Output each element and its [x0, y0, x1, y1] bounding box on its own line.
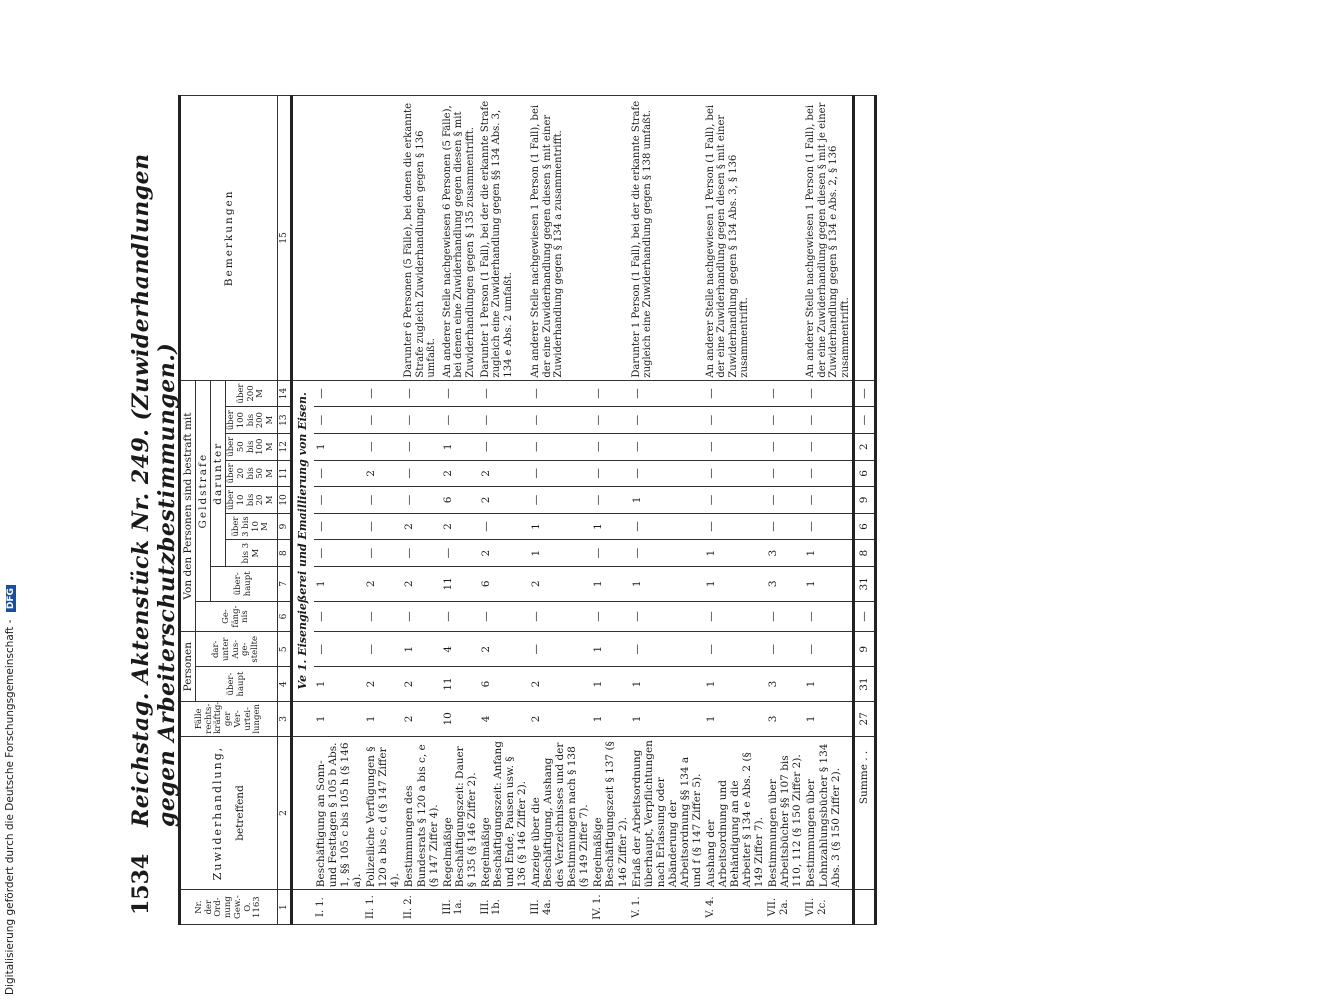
row-value: — [630, 632, 704, 667]
row-nr: V. 4. [704, 890, 766, 925]
row-value: 10 [441, 701, 479, 736]
digitization-credit [4, 588, 24, 995]
table-row [704, 96, 766, 925]
sum-value: 6 [854, 460, 875, 487]
section-title-row [292, 96, 314, 925]
row-value: — [766, 513, 804, 540]
row-value: 3 [766, 667, 804, 702]
row-value: — [314, 540, 364, 567]
row-value: — [591, 487, 629, 514]
row-value: — [364, 601, 402, 632]
row-value: — [402, 380, 440, 407]
sum-value: — [854, 601, 875, 632]
row-nr: VII. 2c. [804, 890, 854, 925]
row-value: — [804, 487, 854, 514]
row-value: — [529, 433, 591, 460]
col-10-20: über 10 bis 20 M [226, 487, 278, 514]
row-value: — [529, 601, 591, 632]
row-value: — [479, 407, 529, 434]
row-value: 1 [591, 513, 629, 540]
row-value: 1 [591, 701, 629, 736]
col-bis-3: bis 3 M [226, 540, 278, 567]
col-darunter: darunter [211, 380, 226, 566]
row-value: 1 [402, 632, 440, 667]
row-value: 1 [364, 701, 402, 736]
document-page [118, 95, 1268, 925]
row-value: 1 [704, 540, 766, 567]
row-value: 4 [479, 701, 529, 736]
row-value: 6 [479, 667, 529, 702]
col-number: 9 [278, 513, 292, 540]
row-value: — [766, 433, 804, 460]
col-number: 13 [278, 407, 292, 434]
row-value: — [804, 407, 854, 434]
row-value: 3 [766, 540, 804, 567]
row-value: 1 [630, 487, 704, 514]
row-value: — [314, 380, 364, 407]
row-value: 1 [704, 701, 766, 736]
row-value: 2 [402, 513, 440, 540]
row-value: 2 [364, 667, 402, 702]
row-value: 1 [630, 667, 704, 702]
row-value: — [479, 513, 529, 540]
row-bemerkung: An anderer Stelle nachgewiesen 1 Person (1 Fall), bei der eine Zuwiderhandlung gegen diesen § mit je einer Zuwiderhandlung gegen § 134 e Abs. 2, § 136 zusammentrifft. [804, 96, 854, 381]
row-value: — [630, 433, 704, 460]
row-value: — [630, 540, 704, 567]
row-value: 2 [529, 566, 591, 601]
row-value: 1 [314, 701, 364, 736]
col-number: 11 [278, 460, 292, 487]
row-value: — [766, 407, 804, 434]
row-value: 2 [529, 667, 591, 702]
row-value: — [804, 433, 854, 460]
row-value: 1 [804, 701, 854, 736]
row-value: 1 [804, 667, 854, 702]
row-value: — [314, 601, 364, 632]
row-bemerkung: An anderer Stelle nachgewiesen 1 Person (1 Fall), bei der eine Zuwiderhandlung gegen diesen § mit einer Zuwiderhandlung gegen § 134 Abs. 3, § 136 zusammentrifft. [704, 96, 766, 381]
row-value: — [630, 380, 704, 407]
row-value: — [529, 380, 591, 407]
row-value: — [591, 601, 629, 632]
row-value: 1 [591, 667, 629, 702]
row-value: — [704, 632, 766, 667]
row-value: 2 [479, 487, 529, 514]
row-value: — [766, 380, 804, 407]
row-betreffend: Polizeiliche Verfügungen § 120 a bis c, d (§ 147 Ziffer 4). [364, 736, 402, 889]
row-value: 3 [766, 566, 804, 601]
table-row [529, 96, 591, 925]
sum-value: 9 [854, 487, 875, 514]
row-betreffend: Regelmäßige Beschäftigungszeit: Anfang und Ende, Pausen usw. § 136 (§ 146 Ziffer 2). [479, 736, 529, 889]
col-number: 4 [278, 667, 292, 702]
table-row [314, 96, 364, 925]
row-value: 1 [704, 566, 766, 601]
row-value: — [364, 632, 402, 667]
row-value: 2 [479, 460, 529, 487]
row-betreffend: Regelmäßige Beschäftigungszeit § 137 (§ 146 Ziffer 2). [591, 736, 629, 889]
row-value: — [804, 513, 854, 540]
col-geldstrafe: Geldstrafe [196, 380, 211, 601]
col-faelle: Fälle rechts-kräftig-ger Ver-urtei-lungen [180, 701, 278, 736]
row-value: — [402, 407, 440, 434]
row-betreffend: Beschäftigung an Sonn- und Festtagen § 105 b Abs. 1, §§ 105 c bis 105 h (§ 146 a). [314, 736, 364, 889]
row-value: — [704, 513, 766, 540]
row-nr: I. 1. [314, 890, 364, 925]
row-value: 1 [314, 566, 364, 601]
row-betreffend: Erlaß der Arbeitsordnung überhaupt, Verpflichtungen nach Erlassung oder Abänderung der Arbeitsordnung §§ 134 a und f (§ 147 Ziffer 5). [630, 736, 704, 889]
row-nr: III. 1a. [441, 890, 479, 925]
table-row [630, 96, 704, 925]
row-value: — [479, 380, 529, 407]
row-value: — [441, 540, 479, 567]
col-number: 10 [278, 487, 292, 514]
row-value: 2 [479, 632, 529, 667]
dfg-logo: DFG [6, 585, 16, 612]
sum-value: 9 [854, 632, 875, 667]
row-value: 2 [529, 701, 591, 736]
table-row [804, 96, 854, 925]
row-value: — [441, 407, 479, 434]
row-betreffend: Anzeige über die Beschäftigung, Aushang des Verzeichnisses und der Bestimmungen nach § 138 (§ 149 Ziffer 7). [529, 736, 591, 889]
row-value: — [591, 460, 629, 487]
row-value: 2 [402, 701, 440, 736]
row-value: 2 [402, 667, 440, 702]
row-value: — [630, 407, 704, 434]
row-value: 1 [630, 701, 704, 736]
col-50-100: über 50 bis 100 M [226, 433, 278, 460]
row-value: — [402, 487, 440, 514]
row-value: — [804, 632, 854, 667]
row-bemerkung: Darunter 1 Person (1 Fall), bei der die erkannte Strafe zugleich eine Zuwiderhandlung gegen § 138 umfaßt. [630, 96, 704, 381]
row-value: — [529, 460, 591, 487]
table-row [766, 96, 804, 925]
row-value: — [766, 632, 804, 667]
col-number: 12 [278, 433, 292, 460]
row-value: — [704, 601, 766, 632]
row-bemerkung: An anderer Stelle nachgewiesen 1 Person (1 Fall), bei der eine Zuwiderhandlung gegen diesen § mit einer Zuwiderhandlung gegen § 134 a zusammentrifft. [529, 96, 591, 381]
row-value: — [529, 632, 591, 667]
col-zuwiderhandlung [180, 736, 278, 889]
table-header [180, 96, 292, 925]
row-value: 1 [804, 540, 854, 567]
row-betreffend: Bestimmungen über Lohnzahlungsbücher § 134 Abs. 3 (§ 150 Ziffer 2). [804, 736, 854, 889]
row-betreffend: Bestimmungen über Arbeitsbücher §§ 107 bis 110, 112 (§ 150 Ziffer 2). [766, 736, 804, 889]
row-value: — [441, 380, 479, 407]
row-value: — [591, 540, 629, 567]
row-value: — [804, 460, 854, 487]
row-value: — [804, 601, 854, 632]
col-gefaengnis: Ge-fäng-nis [196, 601, 278, 632]
row-value: 1 [314, 433, 364, 460]
row-value: — [479, 433, 529, 460]
col-100-200: über 100 bis 200 M [226, 407, 278, 434]
row-bemerkung [591, 96, 629, 381]
row-value: — [402, 601, 440, 632]
row-value: — [402, 433, 440, 460]
col-von-den-personen: Von den Personen sind bestraft mit [180, 380, 196, 632]
row-value: 1 [441, 433, 479, 460]
row-value: 6 [441, 487, 479, 514]
row-value: — [314, 513, 364, 540]
row-betreffend: Regelmäßige Beschäftigungszeit: Dauer § 135 (§ 146 Ziffer 2). [441, 736, 479, 889]
row-value: — [804, 380, 854, 407]
row-value: 2 [441, 513, 479, 540]
col-number: 1 [278, 890, 292, 925]
row-value: — [591, 380, 629, 407]
col-geld-ueberhaupt: über-haupt [211, 566, 278, 601]
col-bemerkungen: Bemerkungen [180, 96, 278, 381]
sum-value: 8 [854, 540, 875, 567]
row-nr: VII. 2a. [766, 890, 804, 925]
col-number: 14 [278, 380, 292, 407]
row-bemerkung: Darunter 1 Person (1 Fall), bei der die erkannte Strafe zugleich eine Zuwiderhandlung gegen §§ 134 Abs. 3, 134 e Abs. 2 umfaßt. [479, 96, 529, 381]
col-number: 6 [278, 601, 292, 632]
row-value: — [402, 540, 440, 567]
table-row [441, 96, 479, 925]
sum-value: 31 [854, 566, 875, 601]
section-title: Ve 1. Eisengießerei und Emaillierung von Eisen. [292, 380, 314, 701]
table-row [364, 96, 402, 925]
row-value: — [704, 380, 766, 407]
row-nr: III. 1b. [479, 890, 529, 925]
sum-value: 31 [854, 667, 875, 702]
col-ueber-200: über 200 M [226, 380, 278, 407]
row-value: — [364, 540, 402, 567]
statistics-table [178, 95, 877, 925]
row-value: — [704, 487, 766, 514]
row-value: — [479, 601, 529, 632]
row-nr: II. 1. [364, 890, 402, 925]
sum-value: 2 [854, 433, 875, 460]
row-value: — [704, 433, 766, 460]
row-value: 1 [591, 566, 629, 601]
row-value: 4 [441, 632, 479, 667]
table-row [479, 96, 529, 925]
row-value: — [704, 407, 766, 434]
row-value: — [364, 380, 402, 407]
row-nr: II. 2. [402, 890, 440, 925]
row-value: — [766, 460, 804, 487]
col-nr: Nr. der Ord-nung Gew.-O. 1163 [180, 890, 278, 925]
row-value: — [364, 407, 402, 434]
row-value: 11 [441, 566, 479, 601]
column-numbers-row [278, 96, 292, 925]
table-row [402, 96, 440, 925]
col-betreffend: betreffend [234, 785, 247, 841]
row-value: 1 [704, 667, 766, 702]
sum-value: — [854, 407, 875, 434]
row-value: — [314, 487, 364, 514]
row-value: — [591, 433, 629, 460]
col-3-10: über 3 bis 10 M [226, 513, 278, 540]
row-value: 1 [591, 632, 629, 667]
row-value: 2 [402, 566, 440, 601]
row-value: — [766, 601, 804, 632]
row-value: — [704, 460, 766, 487]
row-value: — [766, 487, 804, 514]
page-header [122, 95, 180, 925]
row-value: 1 [314, 667, 364, 702]
row-bemerkung [364, 96, 402, 381]
col-zuwiderhandlung-main: Zuwiderhandlung, [210, 745, 224, 881]
row-bemerkung: An anderer Stelle nachgewiesen 6 Personen (5 Fälle), bei denen eine Zuwiderhandlung gegen diesen § mit Zuwiderhandlungen gegen § 135 zusammentrifft. [441, 96, 479, 381]
row-value: — [314, 407, 364, 434]
sum-row [854, 96, 875, 925]
row-value: — [529, 407, 591, 434]
row-value: 2 [479, 540, 529, 567]
row-value: 6 [479, 566, 529, 601]
row-value: — [364, 487, 402, 514]
col-number: 8 [278, 540, 292, 567]
row-value: 3 [766, 701, 804, 736]
col-number: 5 [278, 632, 292, 667]
col-20-50: über 20 bis 50 M [226, 460, 278, 487]
row-value: — [630, 601, 704, 632]
row-value: 2 [364, 460, 402, 487]
row-nr: IV. 1. [591, 890, 629, 925]
row-value: 1 [804, 566, 854, 601]
row-nr: III. 4a. [529, 890, 591, 925]
sum-value: 6 [854, 513, 875, 540]
col-number: 15 [278, 96, 292, 381]
row-bemerkung: Darunter 6 Personen (5 Fälle), bei denen die erkannte Strafe zugleich Zuwiderhandlungen gegen § 136 umfaßt. [402, 96, 440, 381]
row-value: — [314, 632, 364, 667]
row-value: 1 [630, 566, 704, 601]
credit-text: Digitalisierung gefördert durch die Deutsche Forschungsgemeinschaft - [4, 619, 16, 995]
row-value: — [630, 513, 704, 540]
row-value: 2 [364, 566, 402, 601]
table-body [292, 96, 875, 925]
sum-value: 27 [854, 701, 875, 736]
col-number: 7 [278, 566, 292, 601]
row-value: 11 [441, 667, 479, 702]
row-nr: V. 1. [630, 890, 704, 925]
page-title: Reichstag. Aktenstück Nr. 249. (Zuwiderhandlungen gegen Arbeiterschutzbestimmungen.) [128, 153, 180, 827]
row-value: — [364, 433, 402, 460]
row-value: 1 [529, 540, 591, 567]
row-betreffend: Aushang der Arbeitsordnung und Behändigung an die Arbeiter § 134 e Abs. 2 (§ 149 Ziffer 7). [704, 736, 766, 889]
col-number: 3 [278, 701, 292, 736]
row-value: — [591, 407, 629, 434]
row-value: — [364, 513, 402, 540]
row-value: — [630, 460, 704, 487]
col-personen: Personen [180, 632, 196, 702]
row-bemerkung [314, 96, 364, 381]
sum-value: — [854, 380, 875, 407]
col-number: 2 [278, 736, 292, 889]
row-value: — [314, 460, 364, 487]
row-bemerkung [766, 96, 804, 381]
row-value: — [441, 601, 479, 632]
row-value: 2 [441, 460, 479, 487]
row-value: 1 [529, 513, 591, 540]
row-betreffend: Bestimmungen des Bundesrats § 120 a bis c, e (§ 147 Ziffer 4). [402, 736, 440, 889]
table-row [591, 96, 629, 925]
sum-label: Summe . . [854, 736, 875, 889]
col-personen-ueberhaupt: über-haupt [196, 667, 278, 702]
page-number: 1534 [128, 853, 154, 915]
row-value: — [529, 487, 591, 514]
row-value: — [402, 460, 440, 487]
col-personen-auslaender: dar-unter Aus-ge-stellte [196, 632, 278, 667]
